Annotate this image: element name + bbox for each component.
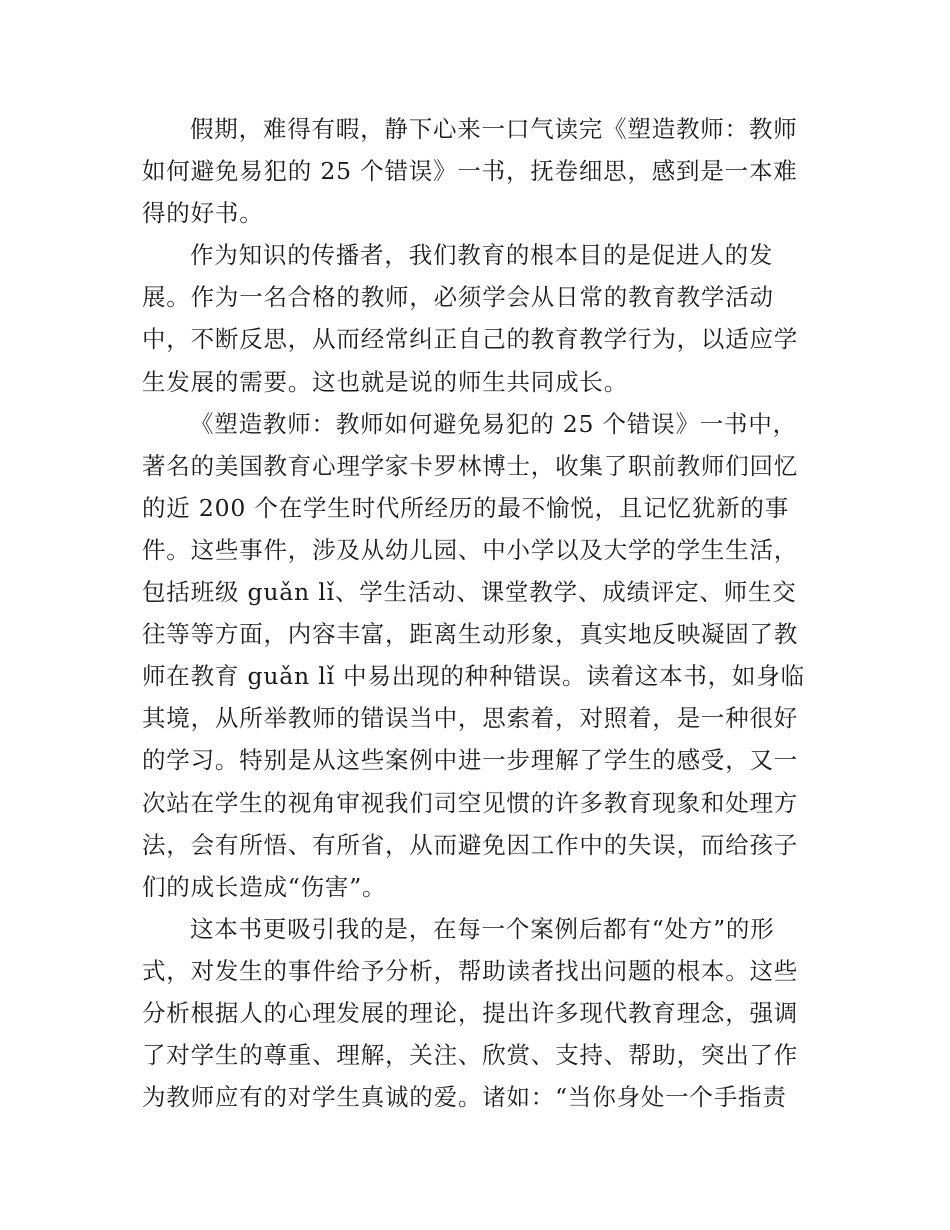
text-line: 分析根据人的心理发展的理论，提出许多现代教育理念，强调 xyxy=(142,998,799,1027)
text-line: 作为知识的传播者，我们教育的根本目的是促进人的发 xyxy=(190,241,774,270)
text-line: 的学习。特别是从这些案例中进一步理解了学生的感受，又一 xyxy=(142,746,799,775)
text-line: 《塑造教师：教师如何避免易犯的 25 个错误》一书中， xyxy=(190,409,797,438)
text-line: 件。这些事件，涉及从幼儿园、中小学以及大学的学生生活， xyxy=(142,535,799,564)
paragraph-4 xyxy=(142,908,814,1118)
text-line: 中，不断反思，从而经常纠正自己的教育教学行为，以适应学 xyxy=(142,325,799,354)
text-line: 包括班级 guǎn lǐ、学生活动、课堂教学、成绩评定、师生交 xyxy=(142,578,797,607)
paragraph-2 xyxy=(142,234,814,402)
text-line: 们的成长造成“伤害”。 xyxy=(142,872,387,901)
text-line: 展。作为一名合格的教师，必须学会从日常的教育教学活动 xyxy=(142,283,774,312)
text-line: 的近 200 个在学生时代所经历的最不愉悦，且记忆犹新的事 xyxy=(142,493,789,522)
text-line: 如何避免易犯的 25 个错误》一书，抚卷细思，感到是一本难 xyxy=(142,157,798,186)
text-line: 师在教育 guǎn lǐ 中易出现的种种错误。读着这本书，如身临 xyxy=(142,662,805,691)
text-line: 假期，难得有暇，静下心来一口气读完《塑造教师：教师 xyxy=(190,115,798,143)
text-line: 这本书更吸引我的是，在每一个案例后都有“处方”的形 xyxy=(190,914,775,943)
paragraph-3 xyxy=(142,403,814,908)
text-line: 得的好书。 xyxy=(142,199,264,228)
body-text xyxy=(142,108,814,1118)
text-line: 了对学生的尊重、理解，关注、欣赏、支持、帮助，突出了作 xyxy=(142,1041,799,1070)
text-line: 著名的美国教育心理学家卡罗林博士，收集了职前教师们回忆 xyxy=(142,451,799,480)
text-line: 往等等方面，内容丰富，距离生动形象，真实地反映凝固了教 xyxy=(142,620,799,649)
paragraph-1 xyxy=(142,108,814,234)
text-line: 其境，从所举教师的错误当中，思索着，对照着，是一种很好 xyxy=(142,704,799,733)
text-line: 式，对发生的事件给予分析，帮助读者找出问题的根本。这些 xyxy=(142,956,799,985)
text-line: 法，会有所悟、有所省，从而避免因工作中的失误，而给孩子 xyxy=(142,830,799,859)
text-line: 生发展的需要。这也就是说的师生共同成长。 xyxy=(142,367,628,396)
text-line: 为教师应有的对学生真诚的爱。诸如：“当你身处一个手指责 xyxy=(142,1083,787,1112)
text-line: 次站在学生的视角审视我们司空见惯的许多教育现象和处理方 xyxy=(142,788,799,817)
